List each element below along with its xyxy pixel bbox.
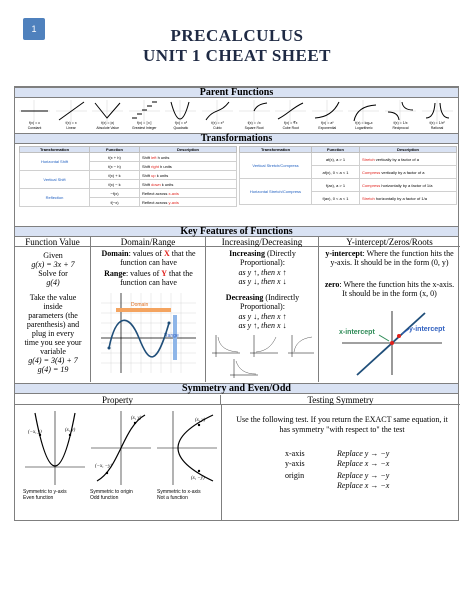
trans-fn: f(x − h) — [90, 162, 140, 171]
trans-desc: Reflect across y-axis — [140, 198, 237, 207]
decreasing-text: Decreasing (Indirectly Proportional): — [225, 293, 300, 311]
parent-function-equation: f(x) = x — [65, 121, 77, 125]
y-intercept-label: y-intercept — [409, 326, 445, 333]
trans-desc: Stretch vertically by a factor of a — [360, 153, 457, 166]
section-transformations: Transformations — [15, 133, 458, 144]
th-transformation: Transformation — [240, 147, 312, 153]
increasing-text: Increasing (Directly Proportional): — [229, 249, 296, 267]
parent-function-tile — [273, 99, 308, 133]
cheat-sheet — [14, 86, 459, 521]
trans-desc: Reflect across x-axis — [140, 189, 237, 198]
section-symmetry: Symmetry and Even/Odd — [15, 383, 458, 394]
parent-function-graph — [239, 100, 270, 122]
parent-function-graph — [165, 100, 196, 122]
trans-desc: Shift left h units — [140, 153, 237, 162]
parent-function-tile — [127, 99, 162, 133]
pt-x-y: (x, y) — [65, 428, 76, 433]
dec-rule-1: as y ↓, then x ↑ — [238, 312, 287, 321]
pt-x-y-odd: (x, y) — [131, 416, 142, 421]
fv-text: Given g(x) = 3x + 7 Solve for g(4) Take the value inside parameters (the parenthesis) and plug in every time you see your variable g(4) = 3(4) + 7 g(4) = 19 — [24, 251, 82, 374]
pt-neg-x-y: (−x, y) — [28, 430, 42, 435]
parent-function-tile — [420, 99, 455, 133]
trans-desc: Compress vertically by a factor of a — [360, 166, 457, 179]
graph-range-label: Range — [164, 333, 179, 339]
trans-desc: Shift down k units — [140, 180, 237, 189]
parent-function-name: Cubic — [213, 126, 222, 130]
test-row: Replace x → −x — [337, 481, 390, 490]
parent-function-name: Linear — [66, 126, 76, 130]
parent-function-equation: f(x) = |x| — [101, 121, 115, 125]
parent-function-equation: f(x) = logₐx — [355, 121, 373, 125]
pt-x-neg-y: (x, −y) — [191, 476, 205, 481]
symmetry-header-property: Property — [15, 395, 221, 405]
parent-function-equation: f(x) = c — [28, 121, 41, 125]
zero-text: zero: Where the function hits the x-axis. It should be in the form (x, 0) — [324, 280, 455, 298]
transformations-table-left — [19, 146, 237, 207]
trans-desc: Compress horizontally by a factor of 1/a — [360, 179, 457, 192]
parent-function-tile — [200, 99, 235, 133]
parent-function-graph — [422, 100, 453, 122]
parent-function-name: Cube Root — [282, 126, 299, 130]
increasing-decreasing-column — [206, 237, 319, 382]
table-row — [20, 189, 237, 198]
test-row: y-axis Replace x → −x — [285, 459, 390, 468]
trans-name: Horizontal Stretch/Compress — [240, 179, 312, 205]
title-line-1: PRECALCULUS — [170, 26, 304, 45]
inc-rule-1: as y ↑, then x ↑ — [238, 268, 287, 277]
table-row — [240, 179, 457, 192]
th-transformation: Transformation — [20, 147, 90, 153]
trans-fn: −f(x) — [90, 189, 140, 198]
parent-function-tile — [346, 99, 381, 133]
trans-name: Vertical Shift — [20, 171, 90, 189]
symmetry-graphs — [23, 409, 218, 487]
inc-dec-graphs — [210, 333, 316, 379]
table-row — [20, 153, 237, 162]
parent-function-equation: f(x) = 1/x — [393, 121, 408, 125]
trans-desc: Shift right h units — [140, 162, 237, 171]
parent-function-tile — [90, 99, 125, 133]
parent-functions-row — [17, 99, 458, 133]
parent-function-equation: f(x) = x² — [174, 121, 188, 125]
th-description: Description — [140, 147, 237, 153]
title-line-2: UNIT 1 CHEAT SHEET — [142, 46, 332, 65]
trans-fn: af(x), a > 1 — [312, 153, 360, 166]
trans-name: Horizontal Shift — [20, 153, 90, 171]
parent-function-tile — [237, 99, 272, 133]
intercepts-graph — [337, 309, 447, 377]
transformations-table-right — [239, 146, 457, 205]
trans-fn: af(x), 0 < a < 1 — [312, 166, 360, 179]
symmetry-divider — [221, 405, 222, 521]
parent-function-equation: f(x) = ∛x — [284, 121, 298, 125]
trans-desc: Shift up k units — [140, 171, 237, 180]
parent-function-graph — [56, 100, 87, 122]
parent-function-graph — [129, 100, 160, 122]
parent-function-graph — [202, 100, 233, 122]
parent-function-name: Constant — [27, 126, 42, 130]
parent-function-equation: f(x) = aˣ — [321, 121, 334, 125]
parent-function-equation: f(x) = 1/x² — [429, 121, 445, 125]
domain-range-graph — [101, 293, 196, 373]
pt-x-y-xaxis: (x, y) — [195, 418, 206, 423]
th-function: Function — [90, 147, 140, 153]
trans-fn: f(ax), 0 < a < 1 — [312, 192, 360, 205]
kf-header-function-value: Function Value — [15, 237, 91, 247]
parent-function-graph — [275, 100, 306, 122]
kf-header-domain-range: Domain/Range — [91, 237, 206, 247]
parent-function-name: Absolute Value — [96, 126, 119, 130]
symmetry-caption-x-axis: Symmetric to x-axis Not a function — [157, 489, 201, 501]
x-intercept-label: x-intercept — [339, 329, 375, 336]
parent-function-name: Greatest Integer — [132, 126, 157, 130]
trans-fn: f(x) + k — [90, 171, 140, 180]
parent-function-name: Exponential — [318, 126, 337, 130]
th-description: Description — [360, 147, 457, 153]
parent-function-equation: f(x) = ⟦x⟧ — [136, 121, 152, 125]
parent-function-graph — [348, 100, 379, 122]
function-value-column — [15, 237, 91, 382]
parent-function-tile — [310, 99, 345, 133]
parent-function-graph — [385, 100, 416, 122]
table-row — [240, 153, 457, 166]
trans-fn: f(−x) — [90, 198, 140, 207]
parent-function-name: Square Root — [244, 126, 264, 130]
th-function: Function — [312, 147, 360, 153]
parent-function-equation: f(x) = x³ — [211, 121, 224, 125]
trans-desc: Stretch horizontally by a factor of 1/a — [360, 192, 457, 205]
symmetry-header-testing: Testing Symmetry — [221, 395, 460, 405]
parent-function-tile — [163, 99, 198, 133]
section-key-features: Key Features of Functions — [15, 226, 458, 237]
symmetry-caption-y-axis: Symmetric to y-axis Even function — [23, 489, 67, 501]
parent-function-name: Reciprocal — [392, 126, 409, 130]
page-number-badge: 1 — [23, 18, 45, 40]
kf-header-increasing-decreasing: Increasing/Decreasing — [206, 237, 319, 247]
parent-function-name: Logarithmic — [355, 126, 373, 130]
trans-fn: f(ax), a > 1 — [312, 179, 360, 192]
trans-fn: f(x + h) — [90, 153, 140, 162]
kf-header-intercepts: Y-intercept/Zeros/Roots — [319, 237, 460, 247]
test-row: origin Replace y → −y — [285, 471, 390, 480]
parent-function-graph — [19, 100, 50, 122]
parent-function-equation: f(x) = √x — [247, 121, 261, 125]
table-row — [20, 171, 237, 180]
intercepts-column — [319, 237, 460, 382]
symmetry-tests — [285, 449, 389, 491]
test-row: x-axis Replace y → −y — [285, 449, 390, 458]
section-parent-functions: Parent Functions — [15, 87, 458, 98]
dec-rule-2: as y ↑, then x ↓ — [238, 321, 287, 330]
trans-name: Reflection — [20, 189, 90, 207]
trans-fn: f(x) − k — [90, 180, 140, 189]
graph-domain-label: Domain — [131, 302, 149, 308]
parent-function-name: Rational — [430, 126, 444, 130]
y-intercept-text: y-intercept: Where the function hits the y-axis. It should be in the form (0, y) — [325, 249, 454, 267]
range-text: Range: values of Y that the function can have — [104, 269, 193, 287]
parent-function-tile — [383, 99, 418, 133]
parent-function-tile — [54, 99, 89, 133]
symmetry-caption-origin: Symmetric to origin Odd function — [90, 489, 133, 501]
trans-name: Vertical Stretch/Compress — [240, 153, 312, 179]
domain-range-column — [91, 237, 206, 382]
domain-text: Domain: values of X that the function can have — [101, 249, 196, 267]
symmetry-instruction: Use the following test. If you return the EXACT same equation, it has symmetry "with respect to" the test — [236, 415, 448, 434]
parent-function-graph — [312, 100, 343, 122]
pt-neg-x-neg-y: (−x, −y) — [95, 464, 113, 469]
parent-function-graph — [92, 100, 123, 122]
parent-function-name: Quadratic — [173, 126, 189, 130]
parent-function-tile — [17, 99, 52, 133]
inc-rule-2: as y ↓, then x ↓ — [238, 277, 287, 286]
